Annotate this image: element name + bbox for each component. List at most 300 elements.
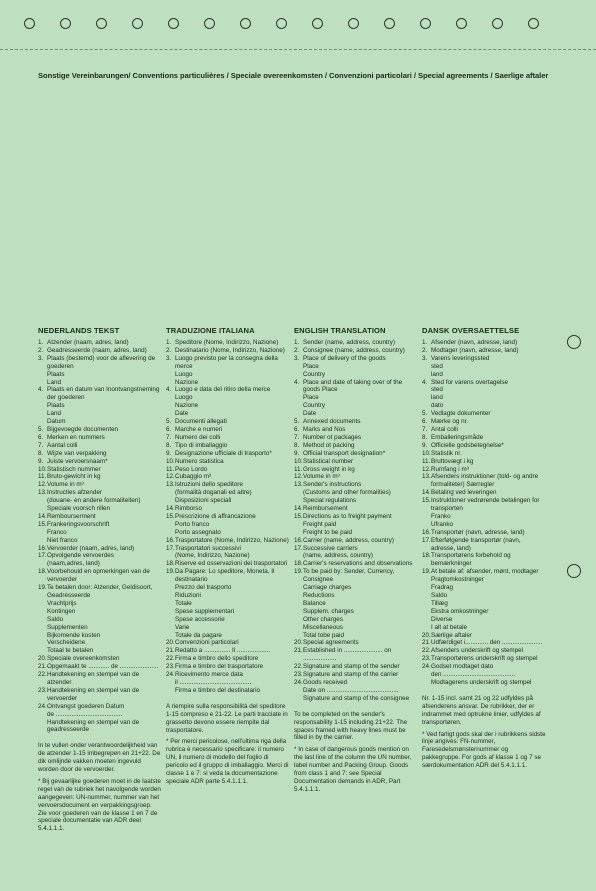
list-item	[166, 647, 290, 655]
item-number: 16.	[294, 536, 303, 544]
list-item	[166, 426, 290, 434]
item-number: 13.	[38, 489, 47, 497]
item-sublabel: Date	[175, 410, 189, 418]
punch-hole	[420, 18, 431, 29]
note-paragraph: * Bij gevaarlijke goederen moet in de laatste regel van de rubriek het navolgende worden aangegeven: UN-nummer, nummer van het vervoersdocument en verpakkingsgroep. Zie voor goederen van de klasse 1 en 7 de speciale documentatie van ADR deel 5.4.1.1.1.	[38, 777, 161, 833]
item-number: 17.	[38, 552, 47, 560]
item-sublabel: den .........................................	[431, 671, 515, 679]
list-item	[294, 671, 418, 679]
list-item	[294, 545, 418, 561]
perforation-line	[0, 49, 596, 50]
item-number: 7.	[38, 441, 44, 449]
list-item	[38, 655, 162, 663]
item-sublabel: Freight paid	[303, 520, 337, 528]
item-sublabel: Luogo	[175, 370, 193, 378]
item-number: 4.	[422, 378, 428, 386]
list-item	[294, 647, 418, 663]
list-item	[294, 505, 418, 513]
item-label: Carrier (name, address, country)	[303, 536, 394, 544]
binder-holes	[24, 18, 544, 34]
item-label: Istruzioni dello speditore	[175, 481, 243, 489]
item-label: Transportørens forbehold og bemærkninger	[431, 552, 511, 568]
list-item	[38, 347, 162, 355]
item-label: Bruto-gewicht in kg	[47, 473, 101, 481]
item-label: Aantal colli	[47, 441, 78, 449]
item-sublabel: Land	[47, 378, 62, 386]
list-item	[422, 497, 546, 529]
column-title: DANSK OVERSAETTELSE	[422, 326, 520, 335]
item-number: 14.	[422, 489, 431, 497]
item-label: Plaats (bestemd) voor de aflevering de goederen	[47, 354, 156, 370]
item-label: Trasportatore (Nome, Indirizzo, Nazione)	[175, 536, 289, 544]
item-sublabel: Land	[47, 410, 62, 418]
column-title: NEDERLANDS TEKST	[38, 326, 120, 335]
item-sublabel: Luogo	[175, 394, 193, 402]
list-item	[422, 410, 546, 418]
item-label: Rumfang i m³	[431, 465, 469, 473]
item-label: Statistik nr.	[431, 449, 462, 457]
punch-hole	[60, 18, 71, 29]
item-label: Sted for varens overtagelse	[431, 378, 509, 386]
item-label: Modtager (navn, adresse, land)	[431, 346, 519, 354]
list-item	[38, 703, 162, 735]
item-label: Volume in m³	[303, 473, 340, 481]
punch-hole	[384, 18, 395, 29]
note-paragraph: To be completed on the sender's responsability 1-15 including 21+22. The spaces framed with heavy lines must be filled in by the carrier.	[294, 710, 408, 742]
list-item	[38, 481, 162, 489]
item-number: 16.	[38, 544, 47, 552]
item-number: 23.	[38, 686, 47, 694]
item-label: Officielle godsbetegnelse*	[431, 441, 504, 449]
item-number: 18.	[38, 568, 47, 576]
column-dansk	[422, 326, 546, 774]
item-label: Da Pagare: Lo speditore, Moneta, Il destinatario	[175, 568, 275, 584]
item-label: Handtekening en stempel van de atzender	[47, 671, 140, 686]
item-sublabel: Diverse	[431, 615, 453, 623]
item-label: Transportørens underskrift og stempel	[431, 655, 538, 663]
list-item	[294, 355, 418, 379]
field-list	[294, 339, 418, 703]
item-number: 8.	[166, 441, 172, 449]
item-sublabel: Disposizioni speciali	[175, 497, 232, 505]
item-label: Sender's instructions	[303, 481, 362, 489]
item-label: Special agreements	[303, 639, 359, 647]
list-item	[166, 466, 290, 474]
item-number: 7.	[422, 425, 428, 433]
item-sublabel: Fradrag	[431, 584, 454, 592]
item-sublabel: Totale da pagare	[175, 631, 222, 639]
field-list	[166, 339, 290, 695]
item-label: Convenzioni particolari	[175, 639, 239, 647]
item-number: 24.	[166, 671, 175, 679]
item-sublabel: Porto franco	[175, 520, 210, 528]
item-number: 20.	[294, 639, 303, 647]
list-item	[166, 481, 290, 505]
item-number: 22.	[422, 647, 431, 655]
column-notes	[422, 695, 546, 770]
list-item	[294, 473, 418, 481]
list-item	[294, 663, 418, 671]
item-sublabel: Porto assegnato	[175, 528, 221, 536]
item-label: Betaling ved leveringen	[431, 489, 497, 497]
item-sublabel: Modtagerens underskrift og stempel	[431, 678, 532, 686]
note-paragraph: Nr. 1-15 incl. samt 21 og 22 udfyldes på afsenderens ansvar. De rubrikker, der er indrammet med optrukne linier, udfyldes af transportøren.	[422, 694, 541, 726]
item-number: 6.	[422, 418, 428, 426]
list-item	[166, 434, 290, 442]
item-number: 16.	[422, 528, 431, 536]
item-label: Merken en nummers	[47, 433, 105, 441]
item-number: 3.	[166, 354, 172, 362]
punch-hole	[240, 18, 251, 29]
item-sublabel: Handtekening en stempel van de geadresseerde	[47, 718, 140, 734]
item-label: Atzender (naam, adres, land)	[47, 339, 129, 346]
item-number: 8.	[294, 441, 300, 449]
list-item	[166, 386, 290, 418]
list-item	[166, 458, 290, 466]
list-item	[166, 568, 290, 639]
item-sublabel: Country	[303, 370, 326, 378]
item-number: 19.	[166, 568, 175, 576]
item-number: 18.	[166, 560, 175, 568]
item-sublabel: Tillæg	[431, 599, 448, 607]
item-label: Emballeringsmåde	[431, 433, 484, 441]
list-item	[422, 347, 546, 355]
item-sublabel: Saldo	[47, 615, 64, 623]
list-item	[166, 473, 290, 481]
list-item	[422, 537, 546, 553]
list-item	[166, 347, 290, 355]
item-number: 17.	[166, 544, 175, 552]
item-sublabel: Special regulations	[303, 497, 357, 505]
item-label: Luogo previsto per la consegna della merce	[175, 354, 278, 370]
item-label: Te betalen door: Atzender, Geldisoort, Geadresseerde	[47, 584, 153, 599]
item-number: 3.	[422, 354, 428, 362]
item-number: 10.	[166, 457, 175, 465]
list-item	[166, 450, 290, 458]
list-item	[166, 442, 290, 450]
item-label: Voorbehould en opmerkingen van de vervoerder	[47, 568, 150, 584]
item-label: Statistical number	[303, 457, 354, 465]
item-sublabel: sted	[431, 386, 443, 394]
punch-hole	[492, 18, 503, 29]
item-number: 1.	[166, 339, 172, 346]
item-number: 11.	[166, 465, 175, 473]
special-agreements-heading: Sonstige Vereinbarungen/ Conventions particulières / Speciale overeenkomsten / Convenzioni particolari / Special agreements / Saerlige aftaler	[38, 71, 549, 80]
item-sublabel: Total tobe paid	[303, 631, 344, 639]
item-label: Prescrizione di affrancazione	[175, 512, 256, 520]
item-number: 17.	[294, 544, 303, 552]
item-sublabel: Freight to be paid	[303, 528, 353, 536]
item-number: 15.	[294, 512, 303, 520]
item-sublabel: Date on .........................................	[303, 686, 399, 694]
item-label: Destinatario (Nome, Indirizzo, Nazione)	[175, 346, 285, 354]
list-item	[422, 450, 546, 458]
item-label: Signature and stamp of the carrier	[303, 671, 399, 679]
item-label: To be paid by: Sender, Currency, Consignee	[303, 568, 395, 584]
column-italiano	[166, 326, 290, 790]
item-sublabel: Ekstra omkostninger	[431, 607, 489, 615]
column-notes	[166, 703, 290, 786]
item-number: 23.	[294, 671, 303, 679]
item-number: 15.	[422, 497, 431, 505]
item-number: 2.	[422, 346, 428, 354]
item-number: 2.	[294, 346, 300, 354]
list-item	[422, 466, 546, 474]
item-sublabel: Plaats	[47, 370, 65, 378]
item-label: Bruttovægt i kg	[431, 457, 474, 465]
item-number: 12.	[38, 481, 47, 489]
list-item	[294, 568, 418, 639]
list-item	[38, 355, 162, 387]
item-number: 4.	[294, 378, 300, 386]
item-label: Afsenders instruktioner (told- og andre formaliteter) Særregler	[431, 473, 539, 489]
list-item	[422, 434, 546, 442]
item-number: 5.	[38, 425, 44, 433]
item-label: Afsender (navn, adresse, land)	[431, 339, 518, 346]
list-item	[294, 466, 418, 474]
side-punch-hole	[567, 335, 581, 349]
item-label: Gross weight in kg	[303, 465, 355, 473]
list-item	[422, 489, 546, 497]
note-paragraph: * In case of dangerous goods mention on the last line of the column the UN number, label number and Packing Group. Goods from class 1 and 7: see Special Documentation demands in ADR, Part 5.4.1.1.1.	[294, 746, 412, 793]
list-item	[38, 663, 162, 671]
item-sublabel: land	[431, 394, 443, 402]
item-number: 17.	[422, 536, 431, 544]
list-item	[166, 355, 290, 387]
list-item	[38, 568, 162, 584]
item-label: Marche e numeri	[175, 425, 223, 433]
item-label: Goods received	[303, 678, 348, 686]
item-number: 19.	[38, 584, 47, 592]
punch-hole	[96, 18, 107, 29]
item-sublabel: (name, address, country)	[303, 552, 373, 560]
list-item	[422, 418, 546, 426]
item-sublabel: Nazione	[175, 402, 199, 410]
item-label: Place of delivery of the goods	[303, 354, 386, 362]
item-number: 9.	[294, 449, 300, 457]
punch-hole	[528, 18, 539, 29]
item-label: Firma e timbro dello speditore	[175, 655, 259, 663]
item-number: 6.	[38, 433, 44, 441]
item-sublabel: il .........................................	[175, 678, 252, 686]
item-label: Vervoerder (naam, adres, land)	[47, 544, 135, 552]
item-number: 7.	[166, 433, 172, 441]
item-number: 8.	[422, 433, 428, 441]
item-number: 10.	[422, 449, 431, 457]
list-item	[38, 521, 162, 545]
item-number: 16.	[166, 536, 175, 544]
item-number: 9.	[166, 449, 172, 457]
list-item	[38, 552, 162, 568]
item-number: 14.	[166, 505, 175, 513]
list-item	[166, 418, 290, 426]
item-label: Handtekening en stempel van de vervoerder	[47, 686, 140, 702]
item-label: Signature and stamp of the sender	[303, 663, 400, 671]
list-item	[38, 584, 162, 655]
punch-hole	[204, 18, 215, 29]
item-label: Speditore (Nome, Indirizzo, Nazione)	[175, 339, 279, 346]
list-item	[38, 545, 162, 553]
item-number: 9.	[422, 441, 428, 449]
item-label: Transportør (navn, adresse, land)	[431, 528, 525, 536]
item-label: Bijgevoegde documenten	[47, 425, 119, 433]
punch-hole	[168, 18, 179, 29]
item-sublabel: Varie	[175, 623, 190, 631]
item-sublabel: Verscheidene	[47, 639, 86, 647]
list-item	[422, 529, 546, 537]
side-punch-hole	[567, 564, 581, 578]
item-sublabel: I alt at betale	[431, 623, 468, 631]
list-item	[422, 426, 546, 434]
punch-hole	[456, 18, 467, 29]
list-item	[166, 339, 290, 347]
item-label: Volume in m³	[47, 481, 84, 489]
column-nederlands	[38, 326, 162, 837]
item-sublabel: Riduzioni	[175, 592, 201, 599]
list-item	[422, 663, 546, 687]
item-sublabel: Other charges	[303, 615, 343, 623]
list-item	[38, 489, 162, 513]
item-number: 1.	[38, 339, 44, 346]
note-paragraph: * Ved farligt gods skal der i rubrikkens sidste linje angives: FN-nummer, Faresedelsmønsternummer og pakkegruppe. For gods af klasse 1 og 7 se særdokumentation ADR del 5.4.1.1.1.	[422, 730, 546, 770]
item-sublabel: Vrachtprijs	[47, 599, 77, 607]
note-paragraph: A riempire sulla responsibilità del speditore 1-15 compreso e 21-22. Le parti tracciate in grassetto devono essere riempite dal trasportatore.	[166, 702, 288, 734]
list-item	[294, 481, 418, 505]
item-sublabel: (Nome, Indirizzo, Nazione)	[175, 552, 250, 560]
item-number: 23.	[166, 663, 175, 671]
list-item	[38, 434, 162, 442]
item-number: 13.	[422, 473, 431, 481]
item-sublabel: Totale	[175, 599, 192, 607]
list-item	[294, 450, 418, 458]
item-number: 18.	[294, 560, 303, 568]
list-item	[38, 339, 162, 347]
item-sublabel: Niet franco	[47, 536, 78, 544]
list-item	[422, 639, 546, 647]
item-number: 9.	[38, 457, 44, 465]
item-number: 3.	[294, 354, 300, 362]
item-sublabel: (formalità doganali ed altre)	[175, 489, 252, 497]
item-number: 19.	[422, 568, 431, 576]
field-list	[38, 339, 162, 734]
list-item	[166, 513, 290, 537]
item-number: 10.	[294, 457, 303, 465]
item-number: 5.	[422, 410, 428, 418]
item-sublabel: Place	[303, 394, 319, 402]
list-item	[38, 442, 162, 450]
item-number: 23.	[422, 655, 431, 663]
list-item	[294, 513, 418, 537]
item-sublabel: de ......................................	[47, 710, 123, 718]
item-label: Ontvangst goederen Datum	[47, 702, 125, 710]
item-label: Vedlagte dokumenter	[431, 410, 491, 418]
list-item	[166, 655, 290, 663]
item-label: At betale af: afsender, mønt, modtager	[431, 568, 539, 576]
item-number: 13.	[166, 481, 175, 489]
item-sublabel: Plaats	[47, 402, 65, 410]
item-sublabel: Reductions	[303, 592, 335, 599]
item-number: 12.	[294, 473, 303, 481]
item-label: Varens leveringssted	[431, 354, 490, 362]
item-number: 24.	[294, 678, 303, 686]
item-label: Godset modtaget dato	[431, 663, 494, 671]
item-sublabel: Carriage charges	[303, 584, 352, 592]
item-label: Instruktioner vedrørende betalingen for transporten	[431, 497, 540, 513]
item-number: 15.	[38, 520, 47, 528]
item-label: Riserve ed osservazioni dei trasportatori	[175, 560, 288, 568]
note-paragraph: In te vullen onder verantwoordelijkheid van de atzender 1-15 imbegrepen en 21+22. De dik omlijnde vakken moeten ingevuld worden door de vervoerder.	[38, 742, 161, 774]
punch-hole	[312, 18, 323, 29]
item-label: Documenti allegati	[175, 418, 227, 426]
item-number: 21.	[166, 647, 175, 655]
column-notes	[294, 711, 418, 794]
item-number: 21.	[422, 639, 431, 647]
list-item	[422, 355, 546, 379]
item-sublabel: Bijkomende kosten	[47, 631, 101, 639]
item-number: 2.	[166, 346, 172, 354]
item-label: Særlige aftaler	[431, 631, 472, 639]
item-label: Method ot packing	[303, 441, 355, 449]
list-item	[38, 386, 162, 426]
list-item	[422, 473, 546, 489]
item-sublabel: Spese supplementari	[175, 607, 235, 615]
item-label: Opvolgende vervoerdes	[47, 552, 114, 560]
item-label: Place and date of taking over of the goods Place	[303, 378, 403, 394]
list-item	[38, 513, 162, 521]
item-sublabel: (naam,adres, land)	[47, 560, 100, 568]
item-label: Ricevimento merce data	[175, 671, 243, 679]
item-number: 12.	[166, 473, 175, 481]
item-label: Official transport designation*	[303, 449, 386, 457]
list-item	[294, 679, 418, 703]
item-sublabel: Saldo	[431, 592, 448, 599]
list-item	[422, 379, 546, 411]
list-item	[422, 442, 546, 450]
list-item	[294, 537, 418, 545]
item-number: 12.	[422, 465, 431, 473]
item-number: 5.	[166, 418, 172, 426]
item-sublabel: Supplementen	[47, 623, 88, 631]
list-item	[294, 639, 418, 647]
item-label: Antal colli	[431, 425, 458, 433]
item-label: Marks and Nos	[303, 425, 346, 433]
item-number: 15.	[166, 512, 175, 520]
list-item	[422, 339, 546, 347]
list-item	[294, 434, 418, 442]
list-item	[294, 347, 418, 355]
list-item	[38, 671, 162, 687]
item-label: Speciale overeenkomsten	[47, 655, 120, 663]
item-number: 21.	[294, 647, 303, 655]
item-label: Opgemaakt te ............ de ......................	[47, 663, 159, 671]
item-sublabel: Prezzo del trasporto	[175, 584, 232, 592]
list-item	[38, 458, 162, 466]
list-item	[38, 450, 162, 458]
item-label: Numero statistica	[175, 457, 224, 465]
list-item	[38, 473, 162, 481]
item-number: 8.	[38, 449, 44, 457]
punch-hole	[348, 18, 359, 29]
item-label: Juiste vervoersnaam*	[47, 457, 108, 465]
item-number: 22.	[294, 663, 303, 671]
item-sublabel: Firma e timbro del destinatario	[175, 686, 261, 694]
item-label: Wijze van verpakking	[47, 449, 107, 457]
item-label: Statistisch nummer	[47, 465, 101, 473]
item-number: 24.	[422, 663, 431, 671]
item-number: 14.	[38, 512, 47, 520]
list-item	[166, 537, 290, 545]
item-sublabel: Spese accessorie	[175, 615, 225, 623]
